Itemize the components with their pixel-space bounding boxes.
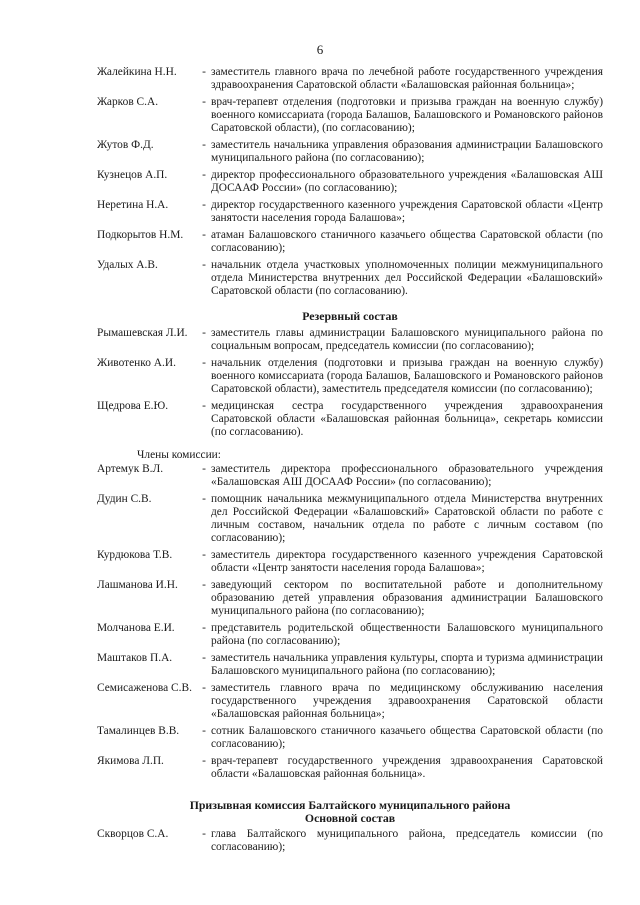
member-name: Тамалинцев В.В. — [97, 725, 180, 737]
member-entry — [97, 400, 603, 439]
separator-dash: - — [202, 96, 206, 108]
members-label: Члены комиссии: — [137, 449, 221, 461]
member-entry — [97, 66, 603, 92]
member-position: начальник отдела участковых уполномоченных полиции межмуниципального отдела Министерства внутренних дел Российской Федерации «Балашовский» Саратовской области (по согласованию). — [211, 259, 603, 297]
separator-dash: - — [202, 725, 206, 737]
separator-dash: - — [202, 169, 206, 181]
member-name: Якимова Л.П. — [97, 755, 164, 767]
member-entry — [97, 828, 603, 854]
member-entry — [97, 755, 603, 781]
member-entry — [97, 199, 603, 225]
member-entry — [97, 725, 603, 751]
member-name: Скворцов С.А. — [97, 828, 169, 840]
members-list-main — [97, 66, 603, 298]
members-list-baltay — [97, 828, 603, 854]
members-list-reserve-officers — [97, 327, 603, 439]
separator-dash: - — [202, 199, 206, 211]
member-position: врач-терапевт отделения (подготовки и призыва граждан на военную службу) военного комиссариата (города Балашов, Балашовского и Романовского районов Саратовской области), (по согласованию); — [211, 96, 603, 134]
member-name: Жарков С.А. — [97, 96, 159, 108]
separator-dash: - — [202, 652, 206, 664]
document-body — [97, 66, 603, 858]
member-name: Артемук В.Л. — [97, 463, 164, 475]
member-position: помощник начальника межмуниципального отдела Министерства внутренних дел Российской Федерации «Балашовский» Саратовской области по работе с личным составом, начальник отдела по работе с личным составом (по согласованию); — [211, 493, 603, 544]
member-name: Рымашевская Л.И. — [97, 327, 188, 339]
member-position: представитель родительской общественности Балашовского муниципального района (по согласованию); — [211, 622, 603, 647]
members-list-reserve — [97, 463, 603, 781]
page-number: 6 — [316, 42, 324, 57]
member-entry — [97, 229, 603, 255]
reserve-section-heading: Резервный состав — [302, 309, 398, 323]
member-name: Жутов Ф.Д. — [97, 139, 154, 151]
commission-heading: Призывная комиссия Балтайского муниципального района — [189, 798, 511, 812]
member-name: Животенко А.И. — [97, 357, 176, 369]
member-entry — [97, 682, 603, 721]
member-entry — [97, 579, 603, 618]
member-entry — [97, 169, 603, 195]
separator-dash: - — [202, 682, 206, 694]
member-position: врач-терапевт государственного учреждения здравоохранения Саратовской области «Балашовская районная больница». — [211, 755, 603, 780]
member-name: Жалейкина Н.Н. — [97, 66, 177, 78]
member-entry — [97, 259, 603, 298]
separator-dash: - — [202, 357, 206, 369]
member-name: Подкорытов Н.М. — [97, 229, 184, 241]
separator-dash: - — [202, 579, 206, 591]
member-position: начальник отделения (подготовки и призыва граждан на военную службу) военного комиссариата (города Балашов, Балашовского и Романовского районов Саратовской области), заместитель председателя комиссии (по согласованию); — [211, 357, 603, 395]
separator-dash: - — [202, 66, 206, 78]
member-position: глава Балтайского муниципального района, председатель комиссии (по согласованию); — [211, 828, 603, 853]
separator-dash: - — [202, 622, 206, 634]
separator-dash: - — [202, 229, 206, 241]
member-entry — [97, 96, 603, 135]
member-position: заместитель главного врача по лечебной работе государственного учреждения здравоохранения Саратовской области «Балашовская районная больница»; — [211, 66, 603, 91]
member-name: Лашманова И.Н. — [97, 579, 178, 591]
member-position: заместитель главного врача по медицинскому обслуживанию населения государственного учреждения здравоохранения Саратовской области «Балашовская районная больница»; — [211, 682, 603, 720]
separator-dash: - — [202, 139, 206, 151]
separator-dash: - — [202, 259, 206, 271]
member-position: сотник Балашовского станичного казачьего общества Саратовской области (по согласованию); — [211, 725, 603, 750]
member-name: Кузнецов А.П. — [97, 169, 168, 181]
separator-dash: - — [202, 327, 206, 339]
member-entry — [97, 463, 603, 489]
member-entry — [97, 139, 603, 165]
member-position: заместитель директора профессионального образовательного учреждения «Балашовская АШ ДОСААФ России» (по согласованию); — [211, 463, 603, 488]
member-position: заместитель директора государственного казенного учреждения Саратовской области «Центр занятости населения города Балашова»; — [211, 549, 603, 574]
member-entry — [97, 493, 603, 545]
member-name: Семисаженова С.В. — [97, 682, 192, 694]
member-entry — [97, 652, 603, 678]
member-name: Маштаков П.А. — [97, 652, 173, 664]
main-composition-heading: Основной состав — [304, 811, 396, 825]
member-position: директор государственного казенного учреждения Саратовской области «Центр занятости населения города Балашова»; — [211, 199, 603, 224]
member-entry — [97, 327, 603, 353]
separator-dash: - — [202, 828, 206, 840]
separator-dash: - — [202, 493, 206, 505]
separator-dash: - — [202, 755, 206, 767]
separator-dash: - — [202, 549, 206, 561]
member-position: заместитель начальника управления культуры, спорта и туризма администрации Балашовского муниципального района (по согласованию); — [211, 652, 603, 677]
member-position: атаман Балашовского станичного казачьего общества Саратовской области (по согласованию); — [211, 229, 603, 254]
member-entry — [97, 357, 603, 396]
member-name: Неретина Н.А. — [97, 199, 169, 211]
member-position: директор профессионального образовательного учреждения «Балашовская АШ ДОСААФ России» (по согласованию); — [211, 169, 603, 194]
member-name: Удалых А.В. — [97, 259, 158, 271]
member-position: заведующий сектором по воспитательной работе и дополнительному образованию детей управления образования администрации Балашовского муниципального района (по согласованию); — [211, 579, 603, 617]
member-entry — [97, 549, 603, 575]
member-name: Дудин С.В. — [97, 493, 152, 505]
member-position: медицинская сестра государственного учреждения здравоохранения Саратовской области «Балашовская районная больница», секретарь комиссии (по согласованию). — [211, 400, 603, 438]
separator-dash: - — [202, 400, 206, 412]
member-entry — [97, 622, 603, 648]
member-position: заместитель начальника управления образования администрации Балашовского муниципального района (по согласованию); — [211, 139, 603, 164]
separator-dash: - — [202, 463, 206, 475]
member-name: Щедрова Е.Ю. — [97, 400, 169, 412]
member-name: Курдюкова Т.В. — [97, 549, 173, 561]
member-position: заместитель главы администрации Балашовского муниципального района по социальным вопросам, председатель комиссии (по согласованию); — [211, 327, 603, 352]
member-name: Молчанова Е.И. — [97, 622, 175, 634]
